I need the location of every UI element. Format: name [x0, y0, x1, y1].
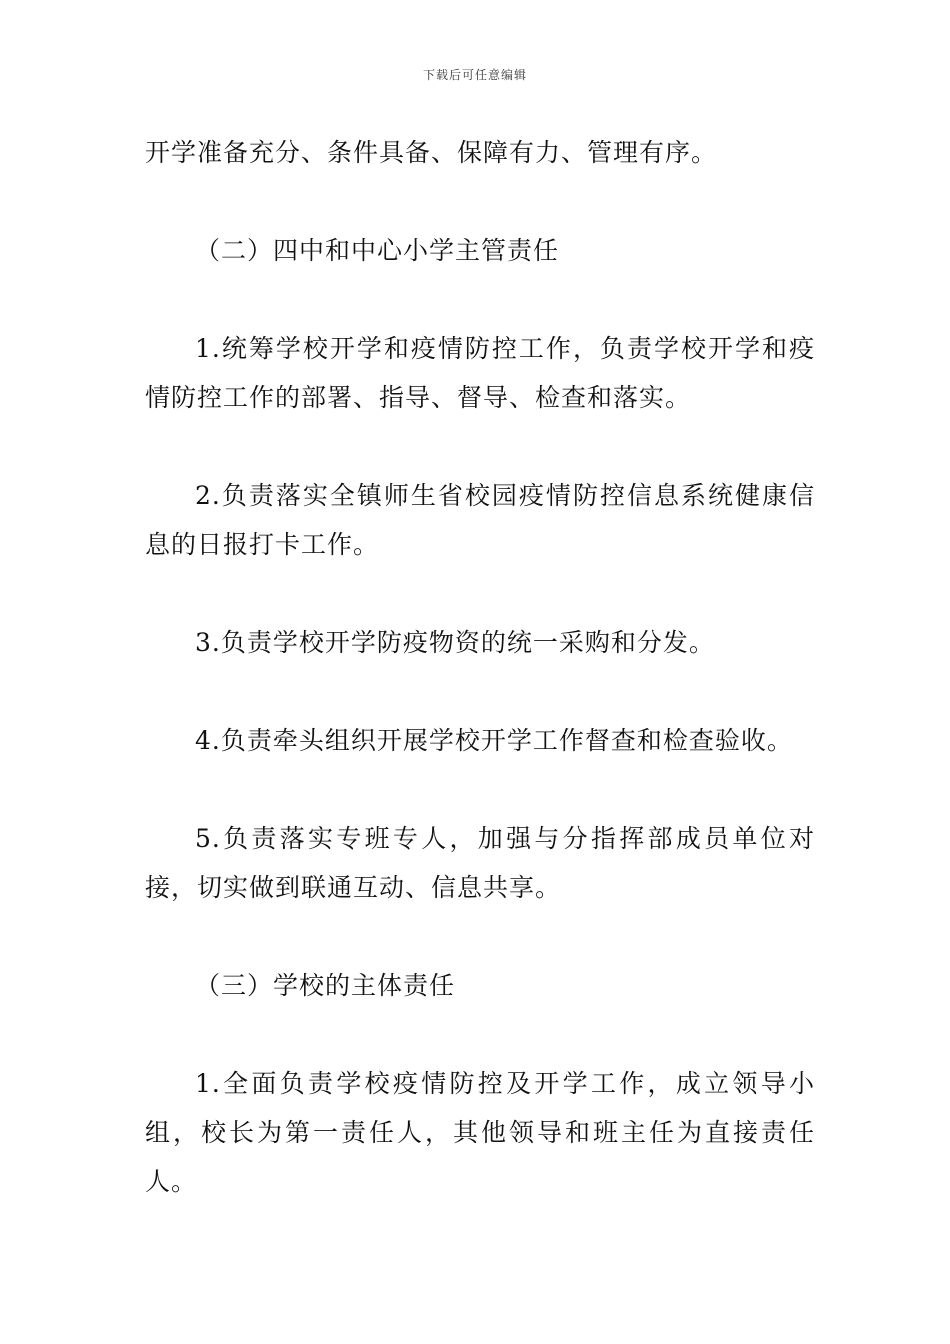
list-item-3-1: 1.全面负责学校疫情防控及开学工作，成立领导小组，校长为第一责任人，其他领导和班主任为直接责任人。 [145, 1069, 815, 1196]
document-body [145, 128, 815, 1206]
list-item-2-5: 5.负责落实专班专人，加强与分指挥部成员单位对接，切实做到联通互动、信息共享。 [145, 824, 815, 902]
list-item-2-2: 2.负责落实全镇师生省校园疫情防控信息系统健康信息的日报打卡工作。 [145, 481, 815, 559]
list-item-2-4: 4.负责牵头组织开展学校开学工作督查和检查验收。 [195, 726, 793, 755]
section-heading-2: （二）四中和中心小学主管责任 [195, 236, 560, 265]
paragraph-continuation: 开学准备充分、条件具备、保障有力、管理有序。 [145, 138, 718, 167]
header-note: 下载后可任意编辑 [422, 68, 527, 82]
section-heading-3: （三）学校的主体责任 [195, 971, 456, 1000]
list-item-2-3: 3.负责学校开学防疫物资的统一采购和分发。 [195, 628, 715, 657]
list-item-2-1: 1.统筹学校开学和疫情防控工作，负责学校开学和疫情防控工作的部署、指导、督导、检查和落实。 [145, 334, 815, 412]
